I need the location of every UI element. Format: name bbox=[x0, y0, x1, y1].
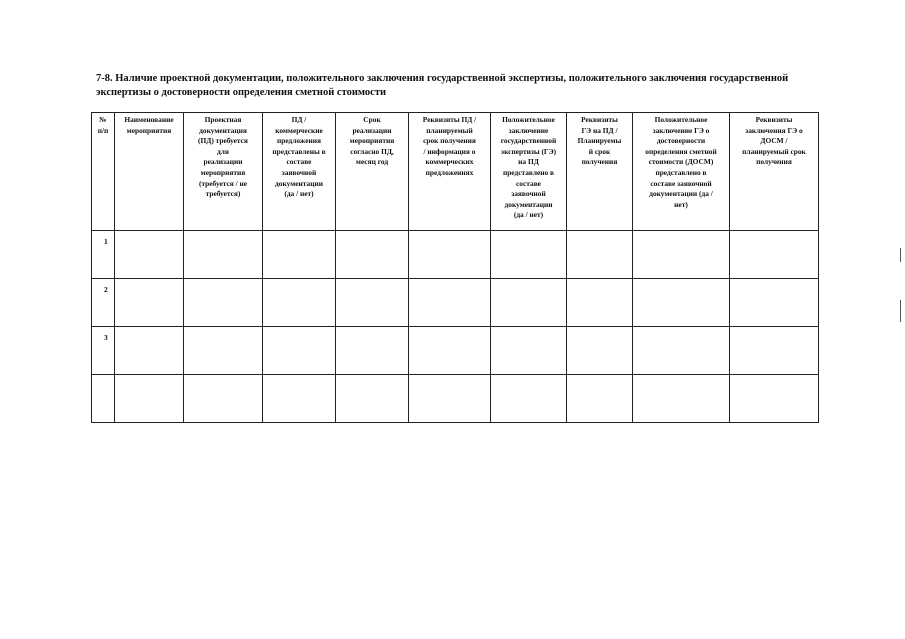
table-cell bbox=[491, 375, 567, 423]
table-cell bbox=[633, 375, 730, 423]
table-cell bbox=[184, 327, 263, 375]
table-cell bbox=[409, 327, 491, 375]
table-row bbox=[92, 279, 819, 327]
form-table bbox=[91, 112, 819, 423]
row-number: 1 bbox=[92, 231, 115, 279]
table-cell bbox=[336, 231, 409, 279]
scan-edge-mark bbox=[900, 248, 901, 262]
table-cell bbox=[184, 375, 263, 423]
table-cell bbox=[409, 279, 491, 327]
table-cell bbox=[336, 375, 409, 423]
column-header-event-name: Наименование мероприятия bbox=[115, 113, 184, 231]
row-number: 3 bbox=[92, 327, 115, 375]
table-cell bbox=[567, 375, 633, 423]
column-header-ge-details: Реквизиты ГЭ на ПД / Планируемы й срок получения bbox=[567, 113, 633, 231]
table-cell bbox=[184, 279, 263, 327]
row-number bbox=[92, 375, 115, 423]
table-cell bbox=[567, 231, 633, 279]
table-row bbox=[92, 327, 819, 375]
table-cell bbox=[730, 231, 819, 279]
table-header-row bbox=[92, 113, 819, 231]
table-row bbox=[92, 231, 819, 279]
table-cell bbox=[633, 327, 730, 375]
table-cell bbox=[730, 279, 819, 327]
row-number: 2 bbox=[92, 279, 115, 327]
column-header-pd-submitted: ПД / коммерческие предложения представлены в составе заявочной документации (да / нет) bbox=[263, 113, 336, 231]
table-cell bbox=[263, 279, 336, 327]
page-title: 7-8. Наличие проектной документации, положительного заключения государственной экспертизы, положительного заключения государственной экспертизы о достоверности определения сметной стоимости bbox=[96, 73, 789, 98]
column-header-ge-submitted: Положительное заключение государственной экспертизы (ГЭ) на ПД представлено в составе заявочной документации (да / нет) bbox=[491, 113, 567, 231]
table-cell bbox=[409, 375, 491, 423]
table-cell bbox=[567, 327, 633, 375]
table-cell bbox=[263, 375, 336, 423]
table-cell bbox=[263, 327, 336, 375]
table-cell bbox=[491, 279, 567, 327]
table-cell bbox=[633, 279, 730, 327]
table-cell bbox=[567, 279, 633, 327]
table-cell bbox=[491, 231, 567, 279]
table-cell bbox=[730, 375, 819, 423]
table-row bbox=[92, 375, 819, 423]
column-header-pd-details: Реквизиты ПД / планируемый срок получения / информация о коммерческих предложениях bbox=[409, 113, 491, 231]
column-header-pd-required: Проектная документация (ПД) требуется для реализации мероприятия (требуется / не требуется) bbox=[184, 113, 263, 231]
column-header-dosm-details: Реквизиты заключения ГЭ о ДОСМ / планируемый срок получения bbox=[730, 113, 819, 231]
column-header-number: № п/п bbox=[92, 113, 115, 231]
table-cell bbox=[633, 231, 730, 279]
column-header-dosm-submitted: Положительное заключение ГЭ о достоверности определения сметной стоимости (ДОСМ) представлено в составе заявочной документации (да / нет) bbox=[633, 113, 730, 231]
table-cell bbox=[115, 375, 184, 423]
table-cell bbox=[115, 279, 184, 327]
column-header-term: Срок реализации мероприятия согласно ПД, месяц год bbox=[336, 113, 409, 231]
table-cell bbox=[115, 231, 184, 279]
table-cell bbox=[263, 231, 336, 279]
table-cell bbox=[115, 327, 184, 375]
table-cell bbox=[730, 327, 819, 375]
table-cell bbox=[184, 231, 263, 279]
scan-edge-mark bbox=[900, 300, 901, 322]
table-cell bbox=[409, 231, 491, 279]
table-cell bbox=[336, 327, 409, 375]
table-cell bbox=[491, 327, 567, 375]
table-cell bbox=[336, 279, 409, 327]
